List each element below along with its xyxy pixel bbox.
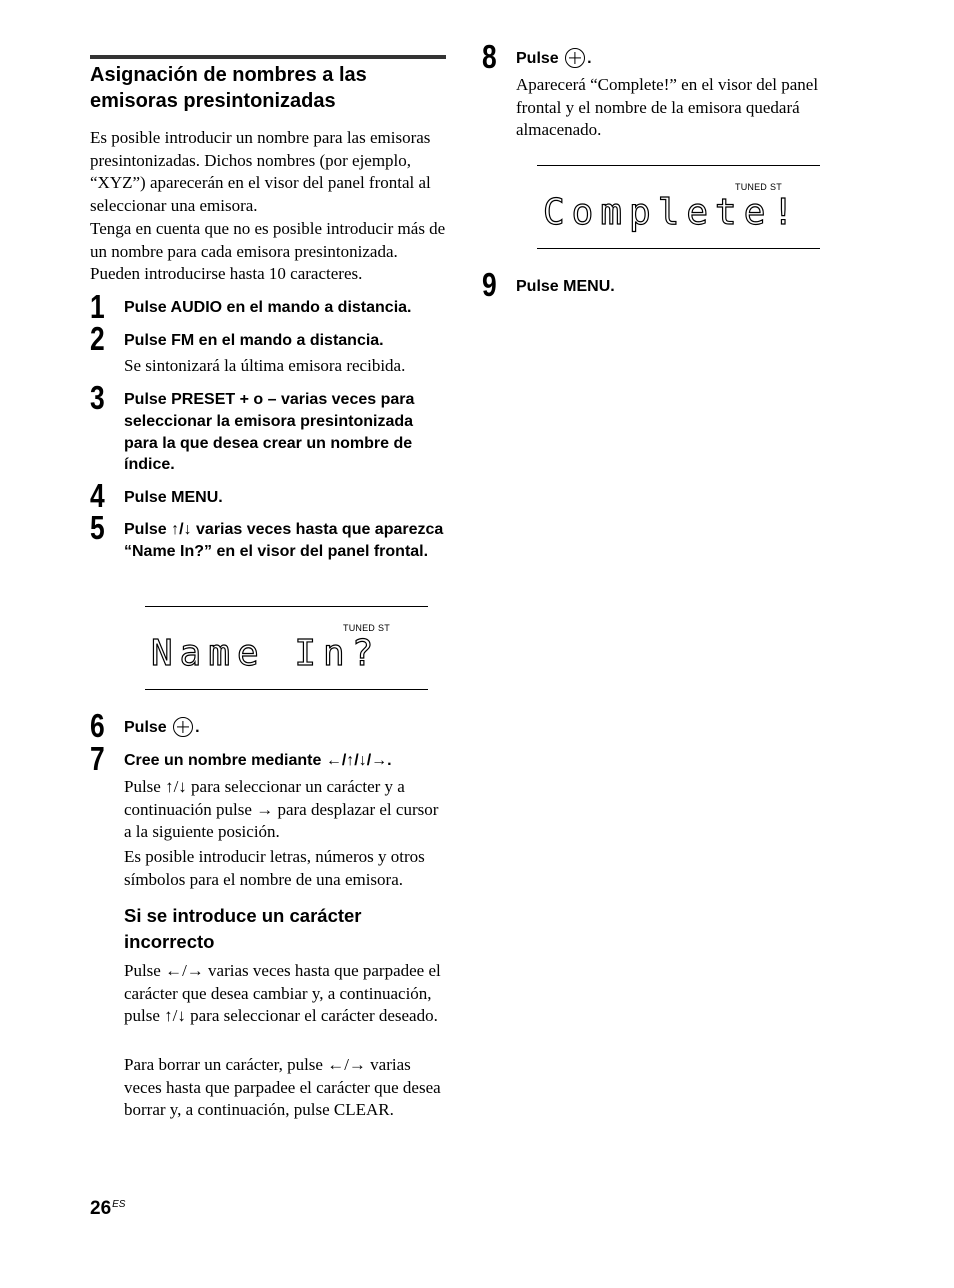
intro-paragraph-2: Tenga en cuenta que no es posible introducir más de un nombre para cada emisora presintonizada. Pueden introducirse hasta 10 caracteres.: [90, 218, 446, 284]
page-language: ES: [112, 1199, 126, 1210]
subsection-paragraph-2: Para borrar un carácter, pulse ←/→ varias veces hasta que parpadee el carácter que desea borrar y, a continuación, pulse CLEAR.: [124, 1055, 441, 1120]
step-1-text: Pulse AUDIO en el mando a distancia.: [124, 299, 412, 316]
intro-paragraph-1: Es posible introducir un nombre para las emisoras presintonizadas. Dichos nombres (por ejemplo, “XYZ”) aparecerán en el visor del panel frontal al seleccionar una emisora.: [90, 128, 431, 216]
step-9-number: 9: [482, 266, 497, 303]
front-panel-display-name-in: [145, 606, 428, 690]
display-text: Name In?: [151, 633, 381, 674]
jog-enter-icon: [173, 717, 193, 737]
intro-text: [90, 127, 450, 286]
step-5-number: 5: [90, 509, 105, 546]
stereo-indicator: ST: [378, 623, 390, 633]
step-6-period: .: [195, 719, 200, 736]
step-6-number: 6: [90, 707, 105, 744]
page-number-value: 26: [90, 1198, 112, 1219]
step-8-text: [516, 48, 846, 70]
tuned-indicator: TUNED: [343, 623, 375, 633]
step-7-paragraph-1: Pulse ↑/↓ para seleccionar un carácter y a continuación pulse → para desplazar el cursor a la siguiente posición.: [124, 777, 439, 842]
step-1-number: 1: [90, 288, 105, 325]
step-8-period: .: [587, 50, 592, 67]
step-2-number: 2: [90, 320, 105, 357]
section-rule: [90, 55, 446, 59]
step-2-note: Se sintonizará la última emisora recibida.: [124, 356, 406, 375]
jog-enter-icon: [565, 48, 585, 68]
subsection-title: Si se introduce un carácter incorrecto: [124, 905, 362, 952]
step-4-number: 4: [90, 477, 105, 514]
step-3-text: Pulse PRESET + o – varias veces para seleccionar la emisora presintonizada para la que desea crear un nombre de índice.: [124, 391, 415, 474]
stereo-indicator: ST: [770, 182, 782, 192]
step-4-text: Pulse MENU.: [124, 489, 223, 506]
step-8-note: Aparecerá “Complete!” en el visor del panel frontal y el nombre de la emisora quedará almacenado.: [516, 75, 819, 140]
step-9-text: Pulse MENU.: [516, 278, 615, 295]
step-7-text: Cree un nombre mediante ←/↑/↓/→.: [124, 752, 392, 769]
tuned-indicator: TUNED: [735, 182, 767, 192]
step-8-label: Pulse: [516, 50, 559, 67]
step-7-paragraph-2: Es posible introducir letras, números y otros símbolos para el nombre de una emisora.: [124, 847, 425, 889]
step-6-text: [124, 717, 454, 739]
step-7-number: 7: [90, 740, 105, 777]
step-8-number: 8: [482, 38, 497, 75]
subsection-paragraph-1: Pulse ←/→ varias veces hasta que parpadee el carácter que desea cambiar y, a continuación, pulse ↑/↓ para seleccionar el carácter deseado.: [124, 961, 441, 1026]
step-5-text: Pulse ↑/↓ varias veces hasta que aparezca “Name In?” en el visor del panel frontal.: [124, 521, 444, 560]
section-title: Asignación de nombres a las emisoras presintonizadas: [90, 64, 367, 112]
front-panel-display-complete: [537, 165, 820, 249]
display-text: Complete!: [543, 192, 802, 233]
step-6-label: Pulse: [124, 719, 167, 736]
step-3-number: 3: [90, 379, 105, 416]
step-2-text: Pulse FM en el mando a distancia.: [124, 332, 384, 349]
page-number: [90, 1198, 125, 1220]
